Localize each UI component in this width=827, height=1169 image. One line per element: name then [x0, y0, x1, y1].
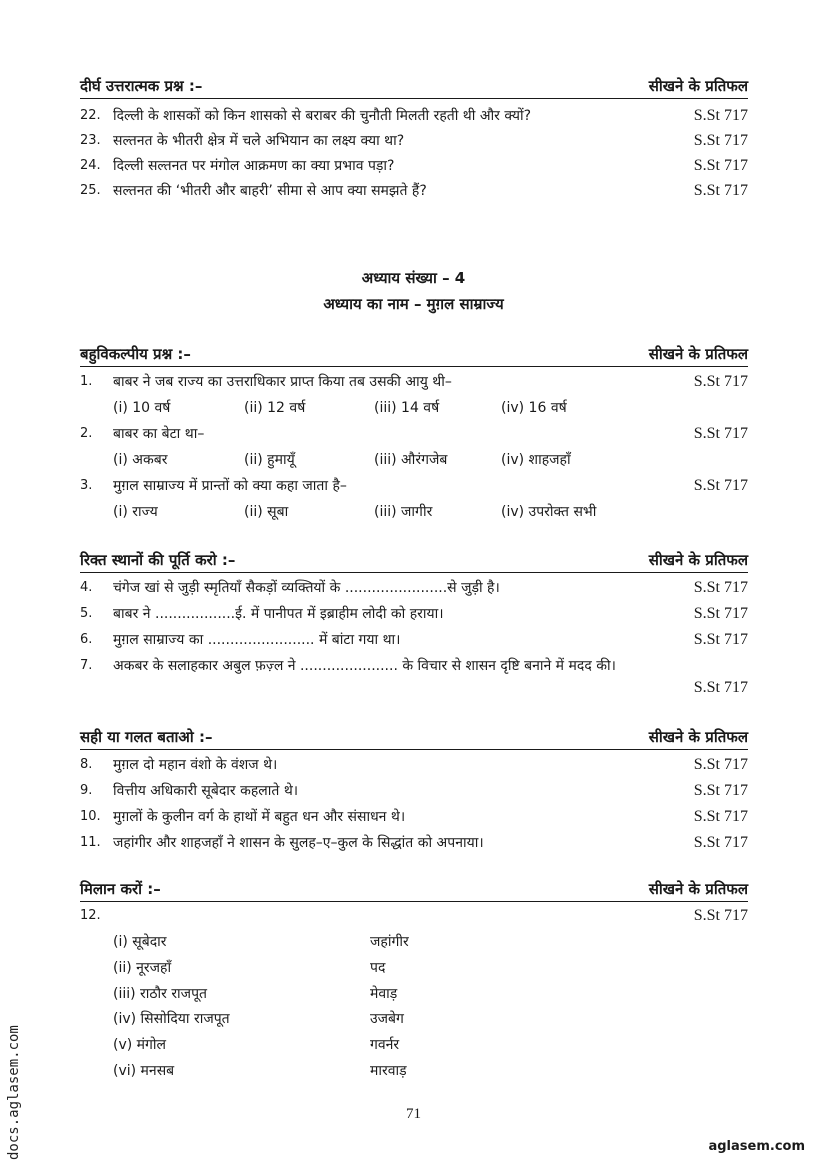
outcome-code: S.St 717: [693, 907, 748, 924]
outcome-code: S.St 717: [693, 157, 748, 174]
match-left-item: (iii) राठौर राजपूत: [113, 986, 208, 1002]
match-right-item: गवर्नर: [370, 1037, 400, 1053]
question-text: बाबर ने ..................ई. में पानीपत में इब्राहीम लोदी को हराया।: [113, 606, 444, 622]
question-number: 3.: [80, 478, 93, 493]
question-number: 7.: [80, 658, 93, 673]
outcome-code: S.St 717: [693, 679, 748, 696]
outcome-code: S.St 717: [693, 425, 748, 442]
question-row: [80, 654, 748, 678]
section-heading: दीर्घ उत्तरात्मक प्रश्न :–: [80, 77, 203, 95]
question-number: 12.: [80, 908, 101, 923]
question-row: [80, 422, 748, 446]
question-number: 4.: [80, 580, 93, 595]
match-left-item: (vi) मनसब: [113, 1063, 175, 1079]
question-text: बाबर ने जब राज्य का उत्तराधिकार प्राप्त किया तब उसकी आयु थी–: [113, 374, 452, 390]
option: (iii) औरंगजेब: [374, 452, 448, 468]
outcome-code: S.St 717: [693, 477, 748, 494]
outcome-code: S.St 717: [693, 373, 748, 390]
match-right-item: मेवाड़: [370, 986, 398, 1002]
option: (iv) 16 वर्ष: [501, 400, 567, 416]
outcome-label: सीखने के प्रतिफल: [648, 728, 748, 746]
question-row: [80, 753, 748, 777]
question-text: चंगेज खां से जुड़ी स्मृतियाँ सैकड़ों व्यक्तियों के .......................से जुड़ी है।: [113, 580, 500, 596]
outcome-code: S.St 717: [693, 631, 748, 648]
question-number: 1.: [80, 374, 93, 389]
question-text: सल्तनत की ‘भीतरी और बाहरी’ सीमा से आप क्या समझते हैं?: [113, 183, 427, 199]
question-row: [80, 805, 748, 829]
question-number: 9.: [80, 783, 93, 798]
question-row: [80, 104, 748, 128]
outcome-label: सीखने के प्रतिफल: [648, 551, 748, 569]
question-row: [80, 904, 748, 928]
option: (i) 10 वर्ष: [113, 400, 171, 416]
question-text: दिल्ली के शासकों को किन शासको से बराबर की चुनौती मिलती रहती थी और क्यों?: [113, 108, 531, 124]
question-text: वित्तीय अधिकारी सूबेदार कहलाते थे।: [113, 783, 299, 799]
question-row: [80, 129, 748, 153]
question-text: सल्तनत के भीतरी क्षेत्र में चले अभियान का लक्ष्य क्या था?: [113, 133, 405, 149]
match-left-item: (v) मंगोल: [113, 1037, 167, 1053]
question-text: मुग़लों के कुलीन वर्ग के हाथों में बहुत धन और संसाधन थे।: [113, 809, 406, 825]
question-text: जहांगीर और शाहजहाँ ने शासन के सुलह–ए–कुल के सिद्धांत को अपनाया।: [113, 835, 484, 851]
question-number: 2.: [80, 426, 93, 441]
match-left-item: (ii) नूरजहाँ: [113, 960, 172, 976]
mcq-heading-row: [80, 342, 748, 367]
option: (ii) हुमायूँ: [244, 452, 295, 468]
question-row: [80, 779, 748, 803]
match-heading-row: [80, 877, 748, 902]
page-number: 71: [406, 1106, 421, 1122]
question-number: 22.: [80, 108, 101, 123]
question-text: मुग़ल साम्राज्य का ........................ में बांटा गया था।: [113, 632, 401, 648]
question-text: मुग़ल दो महान वंशो के वंशज थे।: [113, 757, 278, 773]
option: (iv) शाहजहाँ: [501, 452, 571, 468]
question-text: बाबर का बेटा था–: [113, 426, 205, 442]
option: (iv) उपरोक्त सभी: [501, 504, 597, 520]
question-text: मुग़ल साम्राज्य में प्रान्तों को क्या कहा जाता है–: [113, 478, 347, 494]
outcome-label: सीखने के प्रतिफल: [648, 77, 748, 95]
question-row: [80, 370, 748, 394]
outcome-code: S.St 717: [693, 834, 748, 851]
question-number: 8.: [80, 757, 93, 772]
section-heading: सही या गलत बताओ :–: [80, 728, 213, 746]
fill-blanks-heading-row: [80, 548, 748, 573]
outcome-label: सीखने के प्रतिफल: [648, 345, 748, 363]
question-number: 10.: [80, 809, 101, 824]
section-heading: मिलान करों :–: [80, 880, 161, 898]
match-right-item: मारवाड़: [370, 1063, 407, 1079]
question-row: [80, 179, 748, 203]
question-row: [80, 831, 748, 855]
question-text: दिल्ली सल्तनत पर मंगोल आक्रमण का क्या प्रभाव पड़ा?: [113, 158, 395, 174]
outcome-code: S.St 717: [693, 605, 748, 622]
question-number: 23.: [80, 133, 101, 148]
outcome-code: S.St 717: [693, 132, 748, 149]
question-row: [80, 576, 748, 600]
match-right-item: उजबेग: [370, 1011, 404, 1027]
question-row: [80, 602, 748, 626]
option: (iii) जागीर: [374, 504, 433, 520]
outcome-code: S.St 717: [693, 182, 748, 199]
chapter-number: अध्याय संख्या – 4: [361, 269, 466, 287]
question-row: [80, 474, 748, 498]
outcome-code: S.St 717: [693, 107, 748, 124]
option: (ii) सूबा: [244, 504, 289, 520]
question-number: 25.: [80, 183, 101, 198]
outcome-code: S.St 717: [693, 782, 748, 799]
match-left-item: (i) सूबेदार: [113, 934, 167, 950]
outcome-code: S.St 717: [693, 756, 748, 773]
question-text: अकबर के सलाहकार अबुल फ़ज़्ल ने ...................... के विचार से शासन दृष्टि बनाने में मदद की।: [113, 658, 616, 674]
corner-watermark: aglasem.com: [708, 1139, 805, 1154]
match-right-item: पद: [370, 960, 386, 976]
match-left-item: (iv) सिसोदिया राजपूत: [113, 1011, 230, 1027]
section-heading: रिक्त स्थानों की पूर्ति करो :–: [80, 551, 236, 569]
option: (iii) 14 वर्ष: [374, 400, 440, 416]
option: (ii) 12 वर्ष: [244, 400, 306, 416]
outcome-label: सीखने के प्रतिफल: [648, 880, 748, 898]
true-false-heading-row: [80, 725, 748, 750]
option: (i) अकबर: [113, 452, 168, 468]
outcome-code: S.St 717: [693, 808, 748, 825]
question-number: 5.: [80, 606, 93, 621]
question-number: 24.: [80, 158, 101, 173]
long-answer-heading-row: [80, 74, 748, 99]
chapter-name: अध्याय का नाम – मुग़ल साम्राज्य: [323, 295, 504, 313]
question-number: 11.: [80, 835, 101, 850]
question-row: [80, 628, 748, 652]
outcome-code: S.St 717: [693, 579, 748, 596]
question-row: [80, 154, 748, 178]
question-number: 6.: [80, 632, 93, 647]
option: (i) राज्य: [113, 504, 158, 520]
section-heading: बहुविकल्पीय प्रश्न :–: [80, 345, 191, 363]
match-right-item: जहांगीर: [370, 934, 409, 950]
side-watermark: docs.aglasem.com: [6, 1025, 22, 1160]
